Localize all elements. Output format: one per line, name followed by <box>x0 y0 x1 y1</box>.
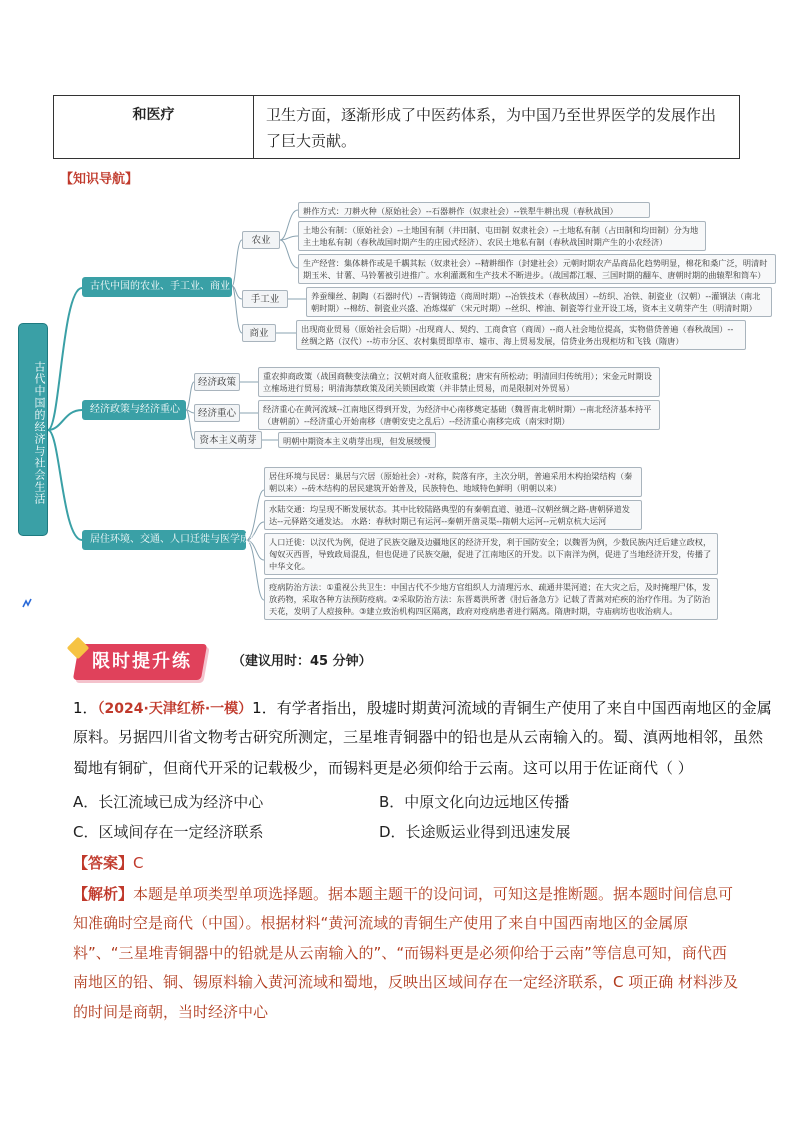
question-line-1 <box>73 695 772 722</box>
suggested-time: （建议用时：45 分钟） <box>232 654 372 669</box>
sub-economic-policy: 经济政策 <box>194 373 240 391</box>
option-d: D．长途贩运业得到迅速发展 <box>379 823 571 841</box>
question-source: （2024·天津红桥·一模） <box>97 701 253 717</box>
knowledge-nav-heading: 【知识导航】 <box>60 172 139 187</box>
branch-agriculture-craft-commerce: 古代中国的农业、手工业、商业 <box>82 277 232 297</box>
pen-mark-icon <box>22 598 32 608</box>
leaf-migration: 人口迁徙：以汉代为例，促进了民族交融及边疆地区的经济开发，利于国防安全；以魏晋为例，少数民族内迁后建立政权，匈奴灭西晋，导致政局混乱，但也促进了民族交融，促进了江南地区的开发。以下南洋为例，促进了当地经济开发，传播了中华文化。 <box>264 533 718 575</box>
leaf-transport: 水陆交通：均呈现不断发展状态。其中比较陆路典型的有秦朝直道、驰道--汉朝丝绸之路-唐朝驿道发达--元驿路交通发达。 水路：春秋时期已有运河--秦朝开凿灵渠--隋朝大运河--元朝京杭大运河 <box>264 500 642 530</box>
practice-banner <box>70 640 218 684</box>
answer-line <box>73 850 144 876</box>
sub-handicraft: 手工业 <box>242 290 288 308</box>
leaf-economic-policy: 重农抑商政策（战国商鞅变法确立；汉朝对商人征收重税；唐宋有所松动；明清回归传统用）；宋金元时期设立榷场进行贸易；明清海禁政策及闭关锁国政策（并非禁止贸易，而是限制对外贸易） <box>258 367 660 397</box>
leaf-production: 生产经营：集体耕作或是千耦其耘（奴隶社会）--精耕细作（封建社会）元朝时期农产品商品化趋势明显，棉花和桑广泛，明清时期玉米、甘薯、马铃薯被引进推广。水利灌溉和生产技术不断进步。（战国都江堰、三国时期的翻车、唐朝时期的曲辕犁和筒车） <box>298 254 776 284</box>
answer-value: C <box>133 854 144 872</box>
leaf-epidemic-prevention: 疫病防治方法：①重视公共卫生：中国古代不少地方官组织人力清理污水、疏通井渠河道；在大灾之后，及时掩埋尸体，发放药物，采取各种方法预防疫病。②采取防治方法：东晋葛洪所著《肘后备急方》记载了青蒿对疟疾的治疗作用。为了防治天花，发明了人痘接种。③建立致治机构四区隔离，政府对疫病患者进行隔离。隋唐时期，寺庙病坊也收治病人。 <box>264 578 718 620</box>
analysis-text: 本题是单项类型单项选择题。据本题主题干的设问词，可知这是推断题。据本题时间信息可知准确时空是商代（中国）。根据材料“黄河流域的青铜生产使用了来自中国西南地区的金属原料”、“三星堆青铜器中的铅就是从云南输入的”、“而锡料更是必须仰给于云南”等信息可知，商代西南地区的铅、铜、锡原料输入黄河流域和蜀地，反映出区域间存在一定经济联系，C 项正确 材料涉及的时间是商朝，当时经济中心 <box>73 885 739 1021</box>
banner-title: 限时提升练 <box>92 651 192 672</box>
option-a: A．长江流域已成为经济中心 <box>73 793 264 811</box>
option-c: C．区域间存在一定经济联系 <box>73 823 264 841</box>
leaf-housing: 居住环境与民居：巢居与穴居（原始社会）-对称，院落有序，主次分明，普遍采用木构抬梁结构（秦朝以来）--砖木结构的居民建筑开始普及，民族特色、地域特色鲜明（明朝以来） <box>264 467 642 497</box>
analysis <box>73 880 741 1027</box>
sub-agriculture: 农业 <box>242 231 280 249</box>
mindmap-root: 古代中国的经济与社会生活 <box>18 323 48 536</box>
leaf-economic-center: 经济重心在黄河流域--江南地区得到开发，为经济中心南移奠定基础（魏晋南北朝时期）--南北经济基本持平（唐朝前）--经济重心开始南移（唐朝安史之乱后）--经济重心南移完成（南宋时期） <box>258 400 660 430</box>
leaf-handicraft-history: 养蚕缫丝、制陶（石器时代）--青铜铸造（商周时期）--冶铁技术（春秋战国）--纺织、冶铁、制瓷业（汉朝）--灌钢法（南北朝时期）--棉纺、制瓷业兴盛、冶炼煤矿（宋元时期）--丝织、榨油、制瓷等行业开设工场，资本主义萌芽产生（明清时期） <box>306 287 772 317</box>
sub-economic-center: 经济重心 <box>194 404 240 422</box>
branch-living-transport-medicine: 居住环境、交通、人口迁徙与医学成就 <box>82 530 246 550</box>
question-line-2: 原料。另据四川省文物考古研究所测定，三星堆青铜器中的铅也是从云南输入的。蜀、滇两地相邻，虽然 <box>73 728 764 746</box>
table-right-cell: 卫生方面，逐渐形成了中医药体系，为中国乃至世界医学的发展作出了巨大贡献。 <box>266 106 717 150</box>
sub-commerce: 商业 <box>242 324 276 342</box>
leaf-capitalism: 明朝中期资本主义萌芽出现，但发展缓慢 <box>278 432 436 448</box>
table-left-cell: 和医疗 <box>132 107 175 123</box>
branch-economic-policy: 经济政策与经济重心 <box>82 400 186 420</box>
answer-label: 【答案】 <box>73 854 134 872</box>
option-b: B．中原文化向边远地区传播 <box>379 793 570 811</box>
sub-capitalism-sprouts: 资本主义萌芽 <box>194 431 262 449</box>
analysis-label: 【解析】 <box>73 885 134 903</box>
leaf-commerce-history: 出现商业贸易（原始社会后期）-出现商人、契约、工商食官（商周）--商人社会地位提高，实物借贷普遍（春秋战国）--丝绸之路（汉代）--坊市分区、农村集贸即草市、墟市、海上贸易发展，信贷业务出现柜坊和飞钱（隋唐） <box>296 320 746 350</box>
question-number: 1． <box>73 699 98 717</box>
question-line-3: 蜀地有铜矿，但商代开采的记载极少，而锡料更是必须仰给于云南。这可以用于佐证商代（ ） <box>73 759 693 777</box>
leaf-farming-methods: 耕作方式：刀耕火种（原始社会）--石器耕作（奴隶社会）--铁犁牛耕出现（春秋战国） <box>298 202 650 218</box>
leaf-land-ownership: 土地公有制：（原始社会）--土地国有制（井田制、屯田制 奴隶社会）--土地私有制（占田制和均田制）分为地主土地私有制（春秋战国时期产生的庄园式经济）、农民土地私有制（春秋战国时期产生的小农经济） <box>298 221 706 251</box>
question-stem-1: 1．有学者指出，殷墟时期黄河流域的青铜生产使用了来自中国西南地区的金属 <box>252 699 772 717</box>
